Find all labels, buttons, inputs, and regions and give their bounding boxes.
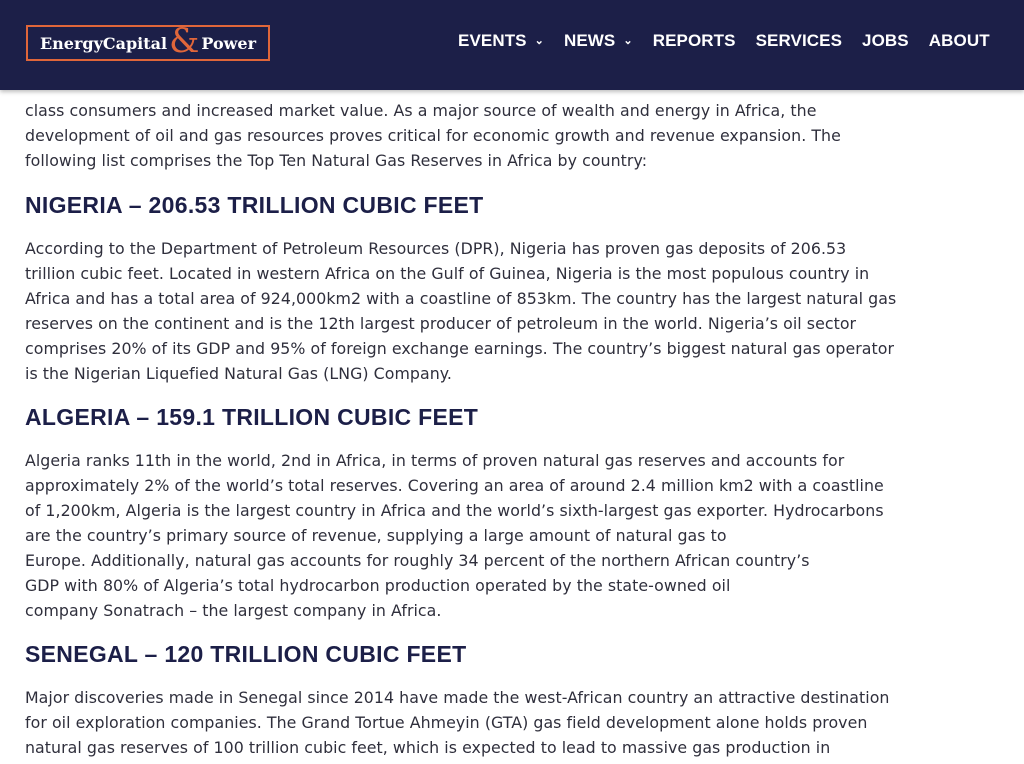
paragraph-line: GDP with 80% of Algeria’s total hydrocarbon production operated by the state-owned oil <box>25 576 731 595</box>
logo-text-power: Power <box>201 33 257 53</box>
paragraph-line: Africa and has a total area of 924,000km2 with a coastline of 853km. The country has the largest natural gas <box>25 289 897 308</box>
paragraph-line: reserves on the continent and is the 12th largest producer of petroleum in the world. Nigeria’s oil sector <box>25 314 857 333</box>
nav-label-jobs: JOBS <box>862 31 909 50</box>
paragraph-line: Europe. Additionally, natural gas accounts for roughly 34 percent of the northern African country’s <box>25 551 810 570</box>
section-paragraph-algeria <box>25 448 990 623</box>
paragraph-line: Major discoveries made in Senegal since 2014 have made the west-African country an attractive destination <box>25 688 890 707</box>
paragraph-line: of 1,200km, Algeria is the largest country in Africa and the world’s sixth-largest gas exporter. Hydrocarbons <box>25 501 884 520</box>
section-heading-algeria: ALGERIA – 159.1 TRILLION CUBIC FEET <box>25 404 479 430</box>
paragraph-line: According to the Department of Petroleum Resources (DPR), Nigeria has proven gas deposits of 206.53 <box>25 239 847 258</box>
chevron-down-icon: ⌄ <box>534 34 544 47</box>
paragraph-line: are the country’s primary source of revenue, supplying a large amount of natural gas to <box>25 526 727 545</box>
nav-item-reports[interactable] <box>653 31 736 51</box>
nav-item-jobs[interactable] <box>862 31 909 51</box>
nav-label-events: EVENTS <box>458 31 527 50</box>
nav-item-services[interactable] <box>756 31 842 51</box>
site-header <box>0 0 1024 90</box>
paragraph-line: Algeria ranks 11th in the world, 2nd in Africa, in terms of proven natural gas reserves and accounts for <box>25 451 845 470</box>
paragraph-line: is the Nigerian Liquefied Natural Gas (LNG) Company. <box>25 364 452 383</box>
section-heading-nigeria: NIGERIA – 206.53 TRILLION CUBIC FEET <box>25 192 484 218</box>
section-paragraph-senegal <box>25 685 990 760</box>
paragraph-line: comprises 20% of its GDP and 95% of foreign exchange earnings. The country’s biggest natural gas operator <box>25 339 895 358</box>
paragraph-line: following list comprises the Top Ten Natural Gas Reserves in Africa by country: <box>25 151 648 170</box>
logo-ampersand: & <box>169 21 200 61</box>
article-body <box>25 98 990 760</box>
site-logo[interactable] <box>26 21 270 61</box>
main-nav <box>458 31 1010 51</box>
intro-paragraph <box>25 98 990 173</box>
paragraph-line: development of oil and gas resources proves critical for economic growth and revenue expansion. The <box>25 126 841 145</box>
paragraph-line: class consumers and increased market value. As a major source of wealth and energy in Africa, the <box>25 101 817 120</box>
paragraph-line: trillion cubic feet. Located in western Africa on the Gulf of Guinea, Nigeria is the most populous country in <box>25 264 870 283</box>
paragraph-line: natural gas reserves of 100 trillion cubic feet, which is expected to lead to massive gas production in <box>25 738 831 757</box>
nav-item-news[interactable] <box>564 31 633 51</box>
nav-label-services: SERVICES <box>755 31 843 50</box>
section-heading-senegal: SENEGAL – 120 TRILLION CUBIC FEET <box>25 641 467 667</box>
paragraph-line: company Sonatrach – the largest company in Africa. <box>25 601 442 620</box>
paragraph-line: approximately 2% of the world’s total reserves. Covering an area of around 2.4 million km2 with a coastline <box>25 476 884 495</box>
section-paragraph-nigeria <box>25 236 990 386</box>
nav-item-about[interactable] <box>929 31 990 51</box>
logo-text-energycapital: EnergyCapital <box>39 33 168 53</box>
nav-label-news: NEWS <box>563 31 616 50</box>
chevron-down-icon: ⌄ <box>623 34 633 47</box>
nav-label-about: ABOUT <box>928 31 990 50</box>
nav-item-events[interactable] <box>458 31 544 51</box>
nav-label-reports: REPORTS <box>652 31 736 50</box>
paragraph-line: for oil exploration companies. The Grand Tortue Ahmeyin (GTA) gas field development alone holds proven <box>25 713 868 732</box>
